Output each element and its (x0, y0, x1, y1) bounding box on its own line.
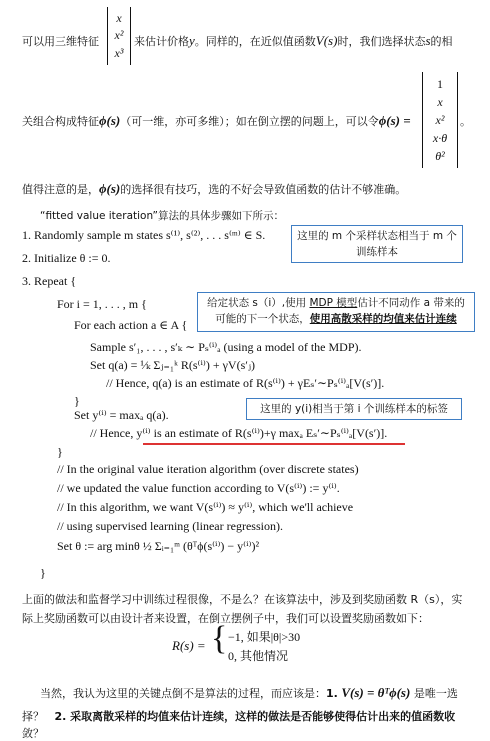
para1-v: V(s) (315, 33, 338, 48)
algo-hence-q: // Hence, q(a) is an estimate of R(s⁽ⁱ⁾) + γEₛ′∼Pₛ⁽ⁱ⁾ₐ[V(s′)]. (106, 376, 385, 390)
para5-line1-b: 1. (326, 687, 338, 700)
para2-dot: 。 (460, 115, 471, 128)
callout-samples: 这里的 m 个采样状态相当于 m 个训练样本 (291, 225, 463, 263)
vec2-item: x (437, 94, 443, 109)
vec1-item: x (116, 10, 122, 25)
para1-after-a: 来估计价格 (134, 35, 189, 48)
para1-after-d: 的相 (430, 35, 453, 48)
para1-after-b: 。同样的，在近似值函数 (194, 35, 316, 48)
para3-phi: ϕ(s) (99, 181, 121, 196)
callout-mdp-a: 给定状态 s（i）,使用 (207, 297, 310, 309)
para2-middle: （可一维，亦可多维）；如在倒立摆的问题上，可以令 (120, 115, 379, 128)
reward-case2: 0, 其他情况 (228, 649, 289, 663)
vec2-item: x·θ (432, 130, 448, 145)
algo-close2: } (57, 445, 63, 459)
para1-before: 可以用三维特征 (22, 35, 99, 48)
algorithm-heading: “fitted value iteration”算法的具体步骤如下所示： (40, 210, 284, 222)
algo-comment3: // In this algorithm, we want V(s⁽ⁱ⁾) ≈ y⁽ⁱ⁾, which we'll achieve (57, 500, 354, 514)
para2-phi2: ϕ(s) = (378, 113, 411, 128)
para1-s: s (425, 33, 431, 48)
algo-comment4: // using supervised learning (linear regression). (57, 519, 283, 533)
para4-line1: 上面的做法和监督学习中训练过程很像，不是么？在该算法中，涉及到奖励函数 R（s），实 (22, 593, 463, 606)
algo-sample: Sample s′₁, . . . , s′ₖ ∼ Pₛ⁽ⁱ⁾ₐ (using a model of the MDP). (90, 340, 362, 354)
para2-line (22, 113, 411, 129)
para2-before: 关组合构成特征 (22, 115, 99, 128)
algo-step2: 2. Initialize θ := 0. (22, 251, 111, 265)
algo-comment1: // In the original value iteration algorithm (over discrete states) (57, 462, 359, 476)
reward-lhs: R(s) = (172, 638, 206, 653)
para5-line2-a: 择？ (22, 710, 44, 723)
algo-hence-y: // Hence, y⁽ⁱ⁾ is an estimate of R(s⁽ⁱ⁾)+γ maxₐ Eₛ′∼Pₛ⁽ⁱ⁾ₐ[V(s′)]. (90, 426, 388, 440)
algo-setq: Set q(a) = ¹⁄ₖ Σⱼ₌₁ᵏ R(s⁽ⁱ⁾) + γV(s′ⱼ) (90, 358, 256, 372)
para3-line (22, 181, 406, 197)
para5-line3: 敛？ (22, 727, 44, 740)
vec1-item: x³ (114, 46, 124, 61)
algo-step1: 1. Randomly sample m states s⁽¹⁾, s⁽²⁾, . . . s⁽ᵐ⁾ ∈ S. (22, 228, 266, 242)
para2-phi: ϕ(s) (99, 113, 121, 128)
callout-mdp-link: MDP 模型 (309, 297, 358, 309)
reward-case1: −1, 如果|θ|>30 (228, 630, 301, 644)
para5-line1-a: 当然，我认为这里的关键点倒不是算法的过程，而应该是： (40, 687, 326, 700)
callout-mdp-b: 估计不同动作 a 带来的可能的下一个状态， (215, 297, 465, 325)
para1-y: y (189, 33, 195, 48)
algo-comment2: // we updated the value function according to V(s⁽ⁱ⁾) := y⁽ⁱ⁾. (57, 481, 340, 495)
para4-line2: 际上奖励函数可以由设计者来设置，在倒立摆例子中，我们可以设置奖励函数如下： (22, 612, 429, 625)
para3-before: 值得注意的是， (22, 183, 99, 196)
vec2-item: x² (435, 112, 445, 127)
algo-close1: } (74, 394, 80, 408)
para1-after-c: 时，我们选择状态 (337, 35, 426, 48)
algo-settheta: Set θ := arg minθ ½ Σᵢ₌₁ᵐ (θᵀϕ(s⁽ⁱ⁾) − y⁽ⁱ⁾)² (57, 539, 260, 553)
vec2-item: θ² (435, 148, 445, 163)
para5-line1 (40, 685, 458, 701)
algo-for-a: For each action a ∈ A { (74, 318, 188, 332)
feature-vector-2 (422, 72, 458, 168)
callout-label: 这里的 y(i)相当于第 i 个训练样本的标签 (246, 398, 462, 420)
callout-mdp-bold: 使用高散采样的均值来估计连续 (309, 313, 457, 325)
para1-rest (134, 33, 453, 49)
reward-brace: { (211, 620, 228, 657)
vec1-item: x² (114, 28, 124, 43)
para3-after: 的选择很有技巧，选的不好会导致值函数的估计不够准确。 (120, 183, 407, 196)
para5-eq: V(s) = θᵀϕ(s) (341, 685, 411, 700)
para5-line2-b: 2. 采取离散采样的均值来估计连续，这样的做法是否能够使得估计出来的值函数收 (54, 710, 456, 723)
para5-line2 (22, 708, 455, 724)
algo-for-i: For i = 1, . . . , m { (57, 297, 147, 311)
para5-line1-c: 是唯一选 (413, 687, 458, 700)
algo-sety: Set y⁽ⁱ⁾ = maxₐ q(a). (74, 408, 169, 422)
feature-vector-1 (107, 7, 131, 65)
callout-mdp (197, 292, 475, 332)
algo-close3: } (40, 566, 46, 580)
vec2-item: 1 (437, 76, 443, 91)
algo-step3: 3. Repeat { (22, 274, 77, 288)
red-underline (143, 443, 405, 445)
